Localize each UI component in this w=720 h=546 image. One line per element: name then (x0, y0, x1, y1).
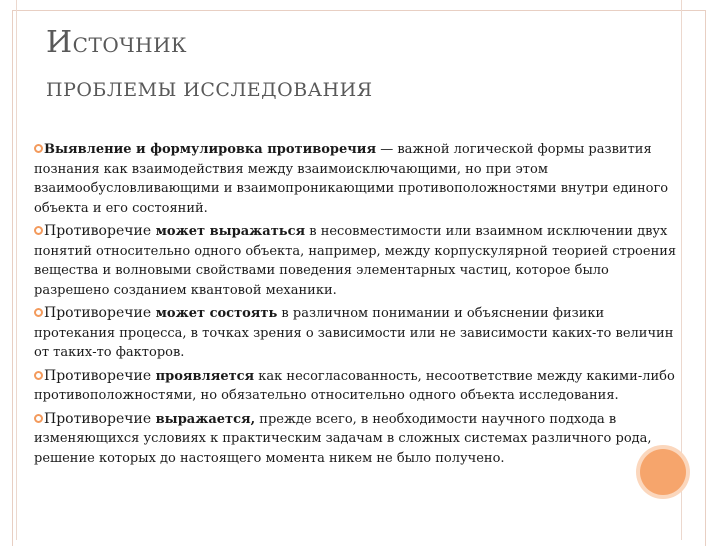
list-item (30, 222, 680, 300)
bullet-circle-icon (34, 371, 43, 380)
list-item (30, 367, 680, 406)
item-lead: Противоречие (44, 305, 152, 321)
slide-title (46, 26, 373, 104)
item-bold: выражается, (151, 411, 256, 427)
title-subtitle: ПРОБЛЕМЫ ИССЛЕДОВАНИЯ (46, 79, 373, 101)
bullet-list (30, 140, 680, 472)
title-first-letter: И (46, 25, 73, 60)
bullet-circle-icon (34, 308, 43, 317)
list-item (30, 410, 680, 469)
item-bold: проявляется (151, 368, 255, 384)
bullet-circle-icon (34, 414, 43, 423)
item-text: прежде всего, в необходимости научного подхода в изменяющихся условиях к практическим задачам в сложных системах различного рода, решение которых до настоящего момента никем не было получено. (34, 411, 652, 466)
item-lead: Выявление и формулировка противоречия (44, 142, 377, 157)
title-rest: СТОЧНИК (72, 33, 188, 57)
item-text: — важной логической формы развития познания как взаимодействия между взаимоисключающими, но при этом взаимообусловливающими и взаимопроникающими противоположностями внутри единого объекта и его состояний. (34, 142, 669, 216)
item-bold: может состоять (151, 306, 278, 321)
list-item (30, 304, 680, 363)
bullet-circle-icon (34, 144, 43, 153)
item-lead: Противоречие (44, 367, 152, 384)
decorative-circle-icon (640, 449, 686, 495)
item-lead: Противоречие (44, 223, 152, 239)
item-bold: может выражаться (151, 224, 306, 239)
item-text: как несогласованность, несоответствие между какими-либо противоположностями, но обязательно относительно одного объекта исследования. (34, 368, 675, 403)
item-text: в несовместимости или взаимном исключении двух понятий относительно одного объекта, например, между корпускулярной теорией строения вещества и волновыми свойствами поведения элементарных частиц, которое было разрешено созданием квантовой механики. (34, 224, 677, 298)
item-text: в различном понимании и объяснении физики протекания процесса, в точках зрения о зависимости или не зависимости каких-то величин от таких-то факторов. (34, 306, 674, 360)
title-line (46, 26, 373, 62)
bullet-circle-icon (34, 226, 43, 235)
item-lead: Противоречие (44, 410, 152, 427)
list-item (30, 140, 680, 218)
